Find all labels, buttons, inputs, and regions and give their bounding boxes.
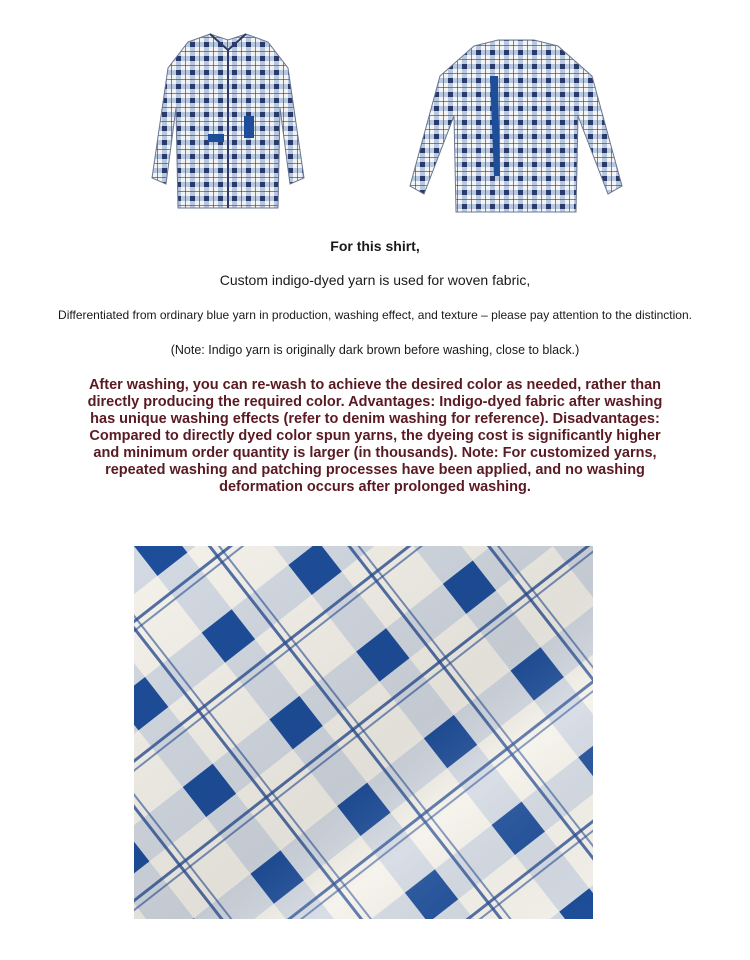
fabric-plaid-illustration xyxy=(134,546,593,919)
fabric-closeup-image xyxy=(134,546,593,919)
washing-description: After washing, you can re-wash to achieve the desired color as needed, rather than directly producing the required color. Advantages: Indigo-dyed fabric after washing has unique washing effects (refer to denim washing for reference). Disadvantages: Compared to directly dyed color spun yarns, the dyeing cost is significantly higher and minimum order quantity is larger (in thousands). Note: For customized yarns, repeated washing and patching processes have been applied, and no washing deformation occurs after prolonged washing. xyxy=(87,377,663,495)
differentiation-note: Differentiated from ordinary blue yarn in production, washing effect, and texture – please pay attention to the distinction. xyxy=(58,308,692,322)
subtitle: Custom indigo-dyed yarn is used for woven fabric, xyxy=(219,272,531,288)
page-title: For this shirt, xyxy=(330,238,420,254)
shirt-front-image xyxy=(148,28,308,216)
shirt-back-image xyxy=(378,36,654,226)
indigo-yarn-note: (Note: Indigo yarn is originally dark brown before washing, close to black.) xyxy=(170,343,580,357)
shirt-front-illustration xyxy=(148,28,308,216)
shirt-back-illustration xyxy=(378,36,654,226)
